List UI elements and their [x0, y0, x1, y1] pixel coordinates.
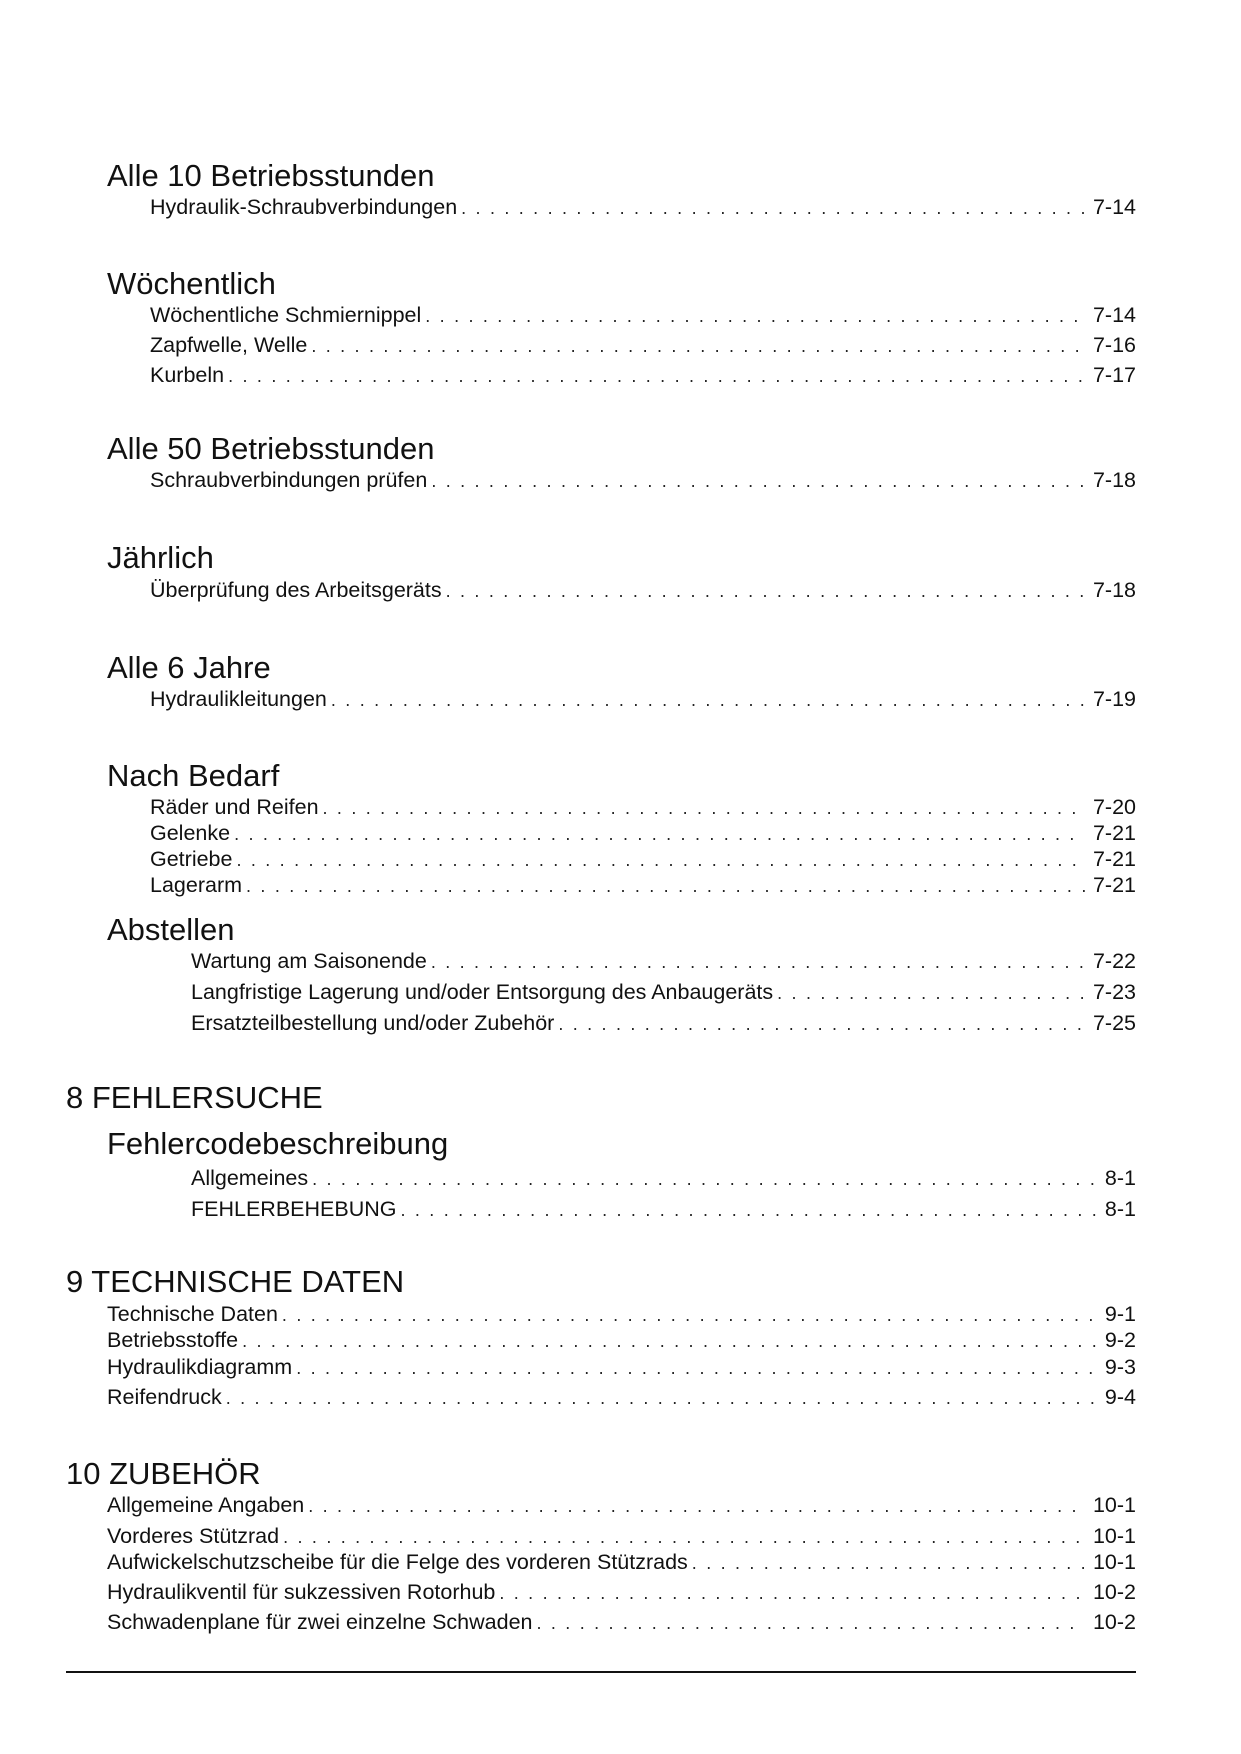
section-heading: Nach Bedarf [107, 758, 280, 793]
chapter-heading: 9 TECHNISCHE DATEN [66, 1264, 405, 1299]
toc-entry-page: 9-2 [1104, 1328, 1136, 1352]
dot-leader [308, 1493, 1085, 1519]
toc-entry[interactable] [107, 1354, 1136, 1381]
chapter-heading: 10 ZUBEHÖR [66, 1456, 261, 1491]
toc-entry-page: 9-4 [1104, 1385, 1136, 1409]
toc-entry[interactable] [150, 332, 1136, 359]
toc-entry[interactable] [107, 1327, 1136, 1354]
dot-leader [558, 1011, 1085, 1037]
dot-leader [777, 980, 1085, 1006]
toc-entry-page: 7-20 [1092, 795, 1136, 819]
toc-entry-text: Aufwickelschutzscheibe für die Felge des vorderen Stützrads [107, 1550, 688, 1574]
section-heading: Abstellen [107, 912, 235, 947]
toc-entry-page: 10-2 [1092, 1610, 1136, 1634]
toc-entry[interactable] [150, 362, 1136, 389]
toc-entry[interactable] [191, 1196, 1136, 1223]
toc-entry-page: 10-1 [1092, 1524, 1136, 1548]
dot-leader [331, 687, 1085, 713]
toc-entry-page: 8-1 [1104, 1197, 1136, 1221]
toc-entry-page: 7-21 [1092, 847, 1136, 871]
section-heading: Alle 10 Betriebsstunden [107, 158, 435, 193]
toc-entry-page: 7-23 [1092, 980, 1136, 1004]
toc-entry-page: 10-2 [1092, 1580, 1136, 1604]
toc-entry-page: 7-21 [1092, 821, 1136, 845]
toc-entry-page: 8-1 [1104, 1166, 1136, 1190]
dot-leader [446, 578, 1085, 604]
toc-entry[interactable] [191, 979, 1136, 1006]
toc-entry[interactable] [107, 1579, 1136, 1606]
toc-entry[interactable] [150, 794, 1136, 821]
toc-entry-page: 10-1 [1092, 1493, 1136, 1517]
section-heading: Alle 50 Betriebsstunden [107, 431, 435, 466]
toc-entry[interactable] [107, 1609, 1136, 1636]
dot-leader [537, 1610, 1085, 1636]
dot-leader [226, 1385, 1097, 1411]
toc-entry[interactable] [150, 872, 1136, 899]
toc-entry-page: 7-17 [1092, 363, 1136, 387]
toc-entry[interactable] [150, 820, 1136, 847]
dot-leader [283, 1524, 1085, 1550]
section-heading: Fehlercodebeschreibung [107, 1126, 449, 1161]
toc-entry-text: Schraubverbindungen prüfen [150, 468, 428, 492]
toc-entry[interactable] [107, 1523, 1136, 1550]
toc-entry-text: Allgemeines [191, 1166, 309, 1190]
toc-entry[interactable] [107, 1549, 1136, 1576]
dot-leader [425, 303, 1085, 329]
toc-entry-page: 10-1 [1092, 1550, 1136, 1574]
dot-leader [246, 873, 1085, 899]
dot-leader [431, 468, 1085, 494]
dot-leader [296, 1355, 1097, 1381]
toc-entry[interactable] [191, 1010, 1136, 1037]
dot-leader [234, 821, 1085, 847]
toc-entry-text: Kurbeln [150, 363, 225, 387]
toc-entry[interactable] [150, 846, 1136, 873]
toc-entry-text: Hydraulikleitungen [150, 687, 327, 711]
dot-leader [282, 1302, 1097, 1328]
chapter-heading: 8 FEHLERSUCHE [66, 1080, 323, 1115]
toc-entry-text: Reifendruck [107, 1385, 222, 1409]
bottom-rule [66, 1671, 1136, 1673]
toc-entry[interactable] [107, 1384, 1136, 1411]
toc-entry-page: 7-18 [1092, 468, 1136, 492]
dot-leader [461, 195, 1085, 221]
toc-entry[interactable] [107, 1492, 1136, 1519]
toc-entry[interactable] [150, 577, 1136, 604]
dot-leader [431, 949, 1085, 975]
dot-leader [228, 363, 1085, 389]
toc-entry-text: Langfristige Lagerung und/oder Entsorgung des Anbaugeräts [191, 980, 774, 1004]
dot-leader [499, 1580, 1085, 1606]
toc-entry-text: Getriebe [150, 847, 233, 871]
toc-entry-page: 7-16 [1092, 333, 1136, 357]
toc-entry-page: 7-14 [1092, 195, 1136, 219]
toc-entry-text: Hydraulikdiagramm [107, 1355, 293, 1379]
toc-entry-page: 9-3 [1104, 1355, 1136, 1379]
toc-entry[interactable] [191, 1165, 1136, 1192]
toc-entry-text: Technische Daten [107, 1302, 278, 1326]
toc-entry-text: Allgemeine Angaben [107, 1493, 305, 1517]
toc-entry-page: 9-1 [1104, 1302, 1136, 1326]
dot-leader [401, 1197, 1097, 1223]
toc-entry-text: Wartung am Saisonende [191, 949, 427, 973]
toc-entry-page: 7-21 [1092, 873, 1136, 897]
dot-leader [692, 1550, 1085, 1576]
dot-leader [311, 333, 1085, 359]
dot-leader [242, 1328, 1097, 1354]
toc-entry-text: Schwadenplane für zwei einzelne Schwaden [107, 1610, 533, 1634]
dot-leader [312, 1166, 1097, 1192]
toc-entry-text: Wöchentliche Schmiernippel [150, 303, 422, 327]
toc-entry-page: 7-18 [1092, 578, 1136, 602]
toc-entry-page: 7-25 [1092, 1011, 1136, 1035]
section-heading: Wöchentlich [107, 266, 276, 301]
toc-entry-text: Lagerarm [150, 873, 243, 897]
toc-entry-text: Gelenke [150, 821, 231, 845]
toc-entry[interactable] [150, 686, 1136, 713]
toc-entry-text: Betriebsstoffe [107, 1328, 239, 1352]
toc-entry[interactable] [191, 948, 1136, 975]
toc-entry[interactable] [150, 467, 1136, 494]
toc-entry-text: Ersatzteilbestellung und/oder Zubehör [191, 1011, 555, 1035]
toc-entry-page: 7-22 [1092, 949, 1136, 973]
toc-entry-text: Hydraulik-Schraubverbindungen [150, 195, 458, 219]
toc-entry[interactable] [107, 1301, 1136, 1328]
toc-entry-text: Zapfwelle, Welle [150, 333, 308, 357]
toc-entry-text: Überprüfung des Arbeitsgeräts [150, 578, 442, 602]
toc-entry-page: 7-14 [1092, 303, 1136, 327]
toc-entry-page: 7-19 [1092, 687, 1136, 711]
section-heading: Jährlich [107, 540, 214, 575]
toc-entry[interactable] [150, 302, 1136, 329]
toc-entry-text: Räder und Reifen [150, 795, 319, 819]
dot-leader [236, 847, 1084, 873]
toc-entry-text: FEHLERBEHEBUNG [191, 1197, 397, 1221]
section-heading: Alle 6 Jahre [107, 650, 271, 685]
toc-entry[interactable] [150, 194, 1136, 221]
toc-entry-text: Hydraulikventil für sukzessiven Rotorhub [107, 1580, 496, 1604]
dot-leader [323, 795, 1085, 821]
toc-entry-text: Vorderes Stützrad [107, 1524, 280, 1548]
